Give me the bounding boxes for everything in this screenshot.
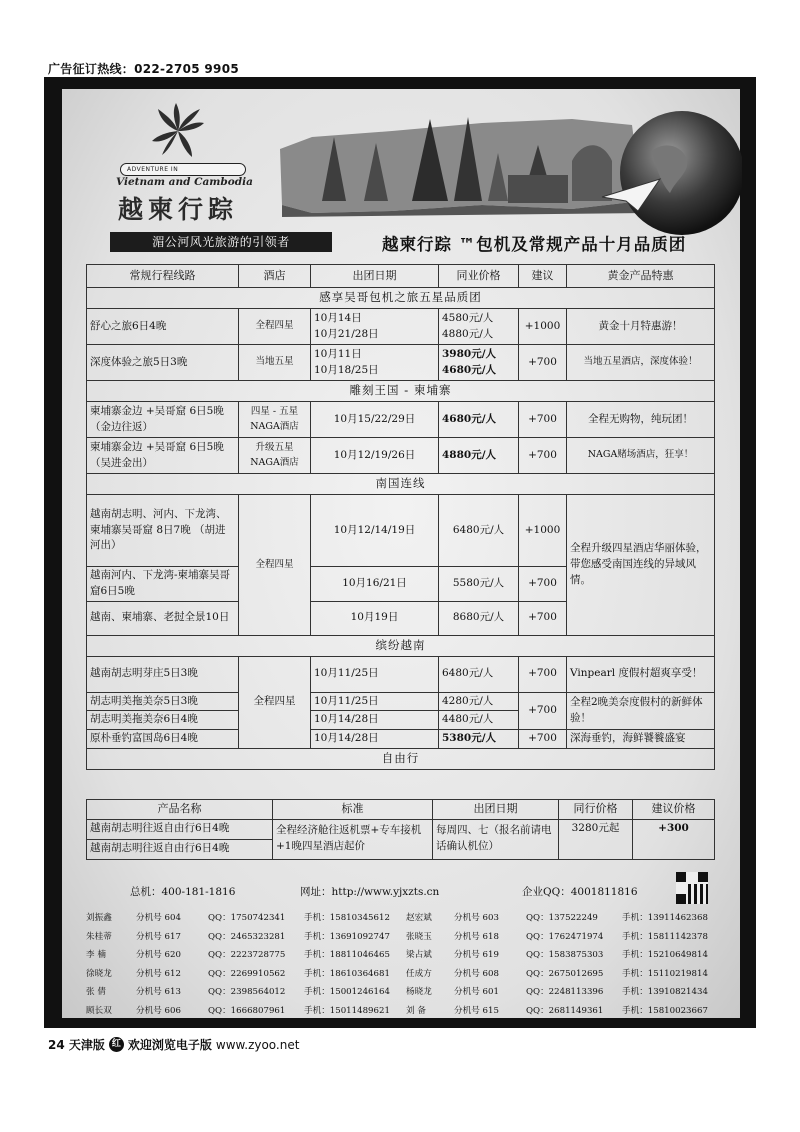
date-cell: 10月12/14/19日	[311, 495, 439, 567]
header-special: 黄金产品特惠	[567, 265, 715, 288]
staff-qq: QQ：2465323281	[208, 931, 286, 942]
route-cell: 深度体验之旅5日3晚	[87, 345, 239, 381]
staff-ext: 分机号 606	[136, 1005, 181, 1016]
hotel-cell: 四星 - 五星 NAGA酒店	[239, 402, 311, 438]
price-cell: 4680元/人	[439, 402, 519, 438]
red-badge-icon: 红	[109, 1037, 124, 1052]
staff-ext: 分机号 613	[136, 987, 181, 997]
table-row	[87, 656, 715, 692]
staff-mobile: 手机：15110219814	[622, 968, 708, 979]
date-cell: 10月15/22/29日	[311, 402, 439, 438]
peer-price-cell: 3280元起	[559, 819, 633, 859]
suggest-price-cell: +300	[633, 819, 715, 859]
route-cell: 越南河内、下龙湾-柬埔寨吴哥窟6日5晚	[87, 567, 239, 602]
table-row	[87, 309, 715, 345]
list-item	[86, 1002, 720, 1021]
list-item	[86, 983, 720, 1002]
page-number: 24 天津版	[48, 1038, 105, 1052]
special-cell: NAGA赌场酒店，狂享！	[567, 438, 715, 474]
staff-qq: QQ：1762471974	[526, 931, 604, 942]
section-row	[87, 474, 715, 495]
staff-qq: QQ：2681149361	[526, 1005, 604, 1016]
table-row	[87, 495, 715, 567]
staff-mobile: 手机：18811046465	[304, 950, 390, 960]
logo-band: ADVENTURE IN	[120, 163, 246, 176]
section-title: 雕刻王国 - 柬埔寨	[87, 381, 715, 402]
staff-qq: QQ：1666807961	[208, 1005, 286, 1016]
main-title: 越柬行踪 ™包机及常规产品十月品质团	[382, 235, 687, 254]
staff-ext: 分机号 612	[136, 968, 181, 979]
staff-mobile: 手机：15001246164	[304, 987, 390, 997]
staff-name: 徐晓龙	[86, 968, 112, 979]
route-cell: 原朴垂钓富国岛6日4晚	[87, 730, 239, 749]
price-line: 4580元/人	[442, 311, 494, 324]
staff-qq: QQ：137522249	[526, 913, 598, 923]
staff-qq: QQ：2269910562	[208, 968, 286, 979]
header-suggest: 建议	[519, 265, 567, 288]
special-cell: Vinpearl 度假村超爽享受！	[567, 656, 715, 692]
staff-qq: QQ：1750742341	[208, 913, 286, 923]
list-item	[86, 946, 720, 965]
date-cell: 10月16/21日	[311, 567, 439, 602]
date-line: 10月18/25日	[314, 363, 379, 376]
price-cell	[439, 345, 519, 381]
header-date: 出团日期	[311, 265, 439, 288]
section-row	[87, 288, 715, 309]
staff-mobile: 手机：13911462368	[622, 913, 708, 923]
header-depart: 出团日期	[433, 800, 559, 820]
date-line: 10月11日	[314, 347, 362, 360]
qr-code-icon	[676, 872, 708, 904]
header-product: 产品名称	[87, 800, 273, 820]
list-item	[86, 909, 720, 928]
price-cell: 5580元/人	[439, 567, 519, 602]
staff-ext: 分机号 618	[454, 931, 499, 942]
staff-name: 张 倩	[86, 987, 106, 997]
section-row	[87, 635, 715, 656]
header-standard: 标准	[273, 800, 433, 820]
staff-name: 顾长双	[86, 1005, 112, 1016]
staff-name: 梁占斌	[406, 950, 432, 960]
suggest-cell: +700	[519, 601, 567, 635]
price-line: 4680元/人	[442, 363, 497, 376]
header-price: 同业价格	[439, 265, 519, 288]
date-cell: 10月19日	[311, 601, 439, 635]
ad-inner	[62, 89, 740, 1018]
price-cell: 6480元/人	[439, 495, 519, 567]
table-row	[87, 692, 715, 711]
depart-cell: 每周四、七（报名前请电话确认机位）	[433, 819, 559, 859]
date-cell: 10月11/25日	[311, 692, 439, 711]
date-cell	[311, 309, 439, 345]
section-title: 自由行	[87, 748, 715, 769]
price-cell: 6480元/人	[439, 656, 519, 692]
total-phone: 总机：400-181-1816	[130, 886, 236, 898]
table-row	[87, 438, 715, 474]
route-cell: 柬埔寨金边 +吴哥窟 6日5晚（金边往返）	[87, 402, 239, 438]
logo-chinese: 越柬行踪	[118, 195, 239, 224]
staff-mobile: 手机：13910821434	[622, 987, 708, 997]
header-suggest-price: 建议价格	[633, 800, 715, 820]
staff-mobile: 手机：15210649814	[622, 950, 708, 960]
staff-qq: QQ：2223728775	[208, 950, 286, 960]
staff-name: 刘 备	[406, 1005, 426, 1016]
suggest-cell: +700	[519, 567, 567, 602]
table-row	[87, 345, 715, 381]
date-cell	[311, 345, 439, 381]
suggest-cell: +700	[519, 730, 567, 749]
staff-mobile: 手机：15811142378	[622, 931, 708, 942]
staff-ext: 分机号 603	[454, 913, 499, 923]
table-row	[87, 819, 715, 839]
staff-ext: 分机号 617	[136, 931, 181, 942]
standard-cell: 全程经济舱往返机票+专车接机+1晚四星酒店起价	[273, 819, 433, 859]
staff-name: 赵宏斌	[406, 913, 432, 923]
table-header-row	[87, 265, 715, 288]
staff-qq: QQ：2248113396	[526, 987, 604, 997]
suggest-cell: +700	[519, 692, 567, 730]
route-cell: 柬埔寨金边 +吴哥窟 6日5晚（吴进金出）	[87, 438, 239, 474]
suggest-cell: +700	[519, 438, 567, 474]
table-row	[87, 402, 715, 438]
table-row	[87, 730, 715, 749]
suggest-cell: +700	[519, 656, 567, 692]
page-footer	[48, 1036, 299, 1053]
staff-ext: 分机号 615	[454, 1005, 499, 1016]
section-row	[87, 381, 715, 402]
staff-mobile: 手机：15011489621	[304, 1005, 390, 1016]
route-cell: 舒心之旅6日4晚	[87, 309, 239, 345]
special-cell: 当地五星酒店，深度体验！	[567, 345, 715, 381]
route-cell: 越南胡志明、河内、下龙湾、柬埔寨吴哥窟 8日7晚 （胡进河出）	[87, 495, 239, 567]
company-qq: 企业QQ：4001811816	[522, 886, 638, 898]
ad-hotline: 广告征订热线：022-2705 9905	[48, 62, 240, 76]
price-cell: 4880元/人	[439, 438, 519, 474]
suggest-cell: +700	[519, 345, 567, 381]
hotel-cell: 全程四星	[239, 656, 311, 748]
price-line: 4880元/人	[442, 327, 494, 340]
date-cell: 10月14/28日	[311, 730, 439, 749]
table-header-row	[87, 800, 715, 820]
section-title: 南国连线	[87, 474, 715, 495]
list-item	[86, 928, 720, 947]
price-line: 3980元/人	[442, 347, 497, 360]
header-hotel: 酒店	[239, 265, 311, 288]
staff-name: 任成方	[406, 968, 432, 979]
hotel-cell: 升级五星 NAGA酒店	[239, 438, 311, 474]
staff-name: 杨晓龙	[406, 987, 432, 997]
price-cell: 4480元/人	[439, 711, 519, 730]
temple-globe-banner	[272, 101, 742, 241]
staff-qq: QQ：2675012695	[526, 968, 604, 979]
staff-ext: 分机号 619	[454, 950, 499, 960]
staff-name: 刘振鑫	[86, 913, 112, 923]
section-title: 感享吴哥包机之旅五星品质团	[87, 288, 715, 309]
date-line: 10月21/28日	[314, 327, 379, 340]
staff-mobile: 手机：15810023667	[622, 1005, 708, 1016]
suggest-cell: +1000	[519, 309, 567, 345]
staff-list	[86, 909, 720, 1020]
price-cell: 8680元/人	[439, 601, 519, 635]
staff-qq: QQ：2398564012	[208, 987, 286, 997]
route-cell: 胡志明美拖美奈6日4晚	[87, 711, 239, 730]
price-cell	[439, 309, 519, 345]
suggest-cell: +700	[519, 402, 567, 438]
logo-burst-icon	[150, 103, 206, 159]
staff-name: 张晓玉	[406, 931, 432, 942]
hotel-cell: 全程四星	[239, 495, 311, 636]
logo-subtitle: Vietnam and Cambodia	[116, 176, 253, 188]
product-cell: 越南胡志明往返自由行6日4晚	[87, 819, 273, 839]
route-cell: 越南胡志明芽庄5日3晚	[87, 656, 239, 692]
hotel-cell: 全程四星	[239, 309, 311, 345]
footer-text: 欢迎浏览电子版	[127, 1038, 212, 1052]
staff-ext: 分机号 601	[454, 987, 499, 997]
suggest-cell: +1000	[519, 495, 567, 567]
header-route: 常规行程线路	[87, 265, 239, 288]
staff-mobile: 手机：15810345612	[304, 913, 390, 923]
price-cell: 5380元/人	[439, 730, 519, 749]
special-cell: 全程升级四星酒店华丽体验，带您感受南国连线的异域风情。	[567, 495, 715, 636]
free-travel-table	[86, 799, 715, 860]
ad-frame	[44, 77, 756, 1028]
staff-mobile: 手机：18610364681	[304, 968, 390, 979]
product-cell: 越南胡志明往返自由行6日4晚	[87, 839, 273, 859]
slogan-banner: 湄公河风光旅游的引领者	[110, 232, 332, 252]
footer-url[interactable]: www.zyoo.net	[215, 1037, 300, 1052]
date-cell: 10月14/28日	[311, 711, 439, 730]
list-item	[86, 965, 720, 984]
special-cell: 全程无购物，纯玩团！	[567, 402, 715, 438]
route-cell: 胡志明美拖美奈5日3晚	[87, 692, 239, 711]
staff-name: 朱桂蒂	[86, 931, 112, 942]
section-row	[87, 748, 715, 769]
staff-ext: 分机号 620	[136, 950, 181, 960]
special-cell: 深海垂钓，海鲜饕餮盛宴	[567, 730, 715, 749]
route-cell: 越南、柬埔寨、老挝全景10日	[87, 601, 239, 635]
header-peer-price: 同行价格	[559, 800, 633, 820]
date-line: 10月14日	[314, 311, 362, 324]
date-cell: 10月12/19/26日	[311, 438, 439, 474]
staff-ext: 分机号 608	[454, 968, 499, 979]
hotel-cell: 当地五星	[239, 345, 311, 381]
section-title: 缤纷越南	[87, 635, 715, 656]
staff-ext: 分机号 604	[136, 913, 181, 923]
staff-name: 李 楠	[86, 950, 106, 960]
schedule-table	[86, 264, 715, 770]
price-cell: 4280元/人	[439, 692, 519, 711]
staff-mobile: 手机：13691092747	[304, 931, 390, 942]
staff-qq: QQ：1583875303	[526, 950, 604, 960]
special-cell: 黄金十月特惠游！	[567, 309, 715, 345]
website[interactable]: 网址：http://www.yjxzts.cn	[300, 886, 440, 898]
date-cell: 10月11/25日	[311, 656, 439, 692]
special-cell: 全程2晚美奈度假村的新鲜体验！	[567, 692, 715, 730]
